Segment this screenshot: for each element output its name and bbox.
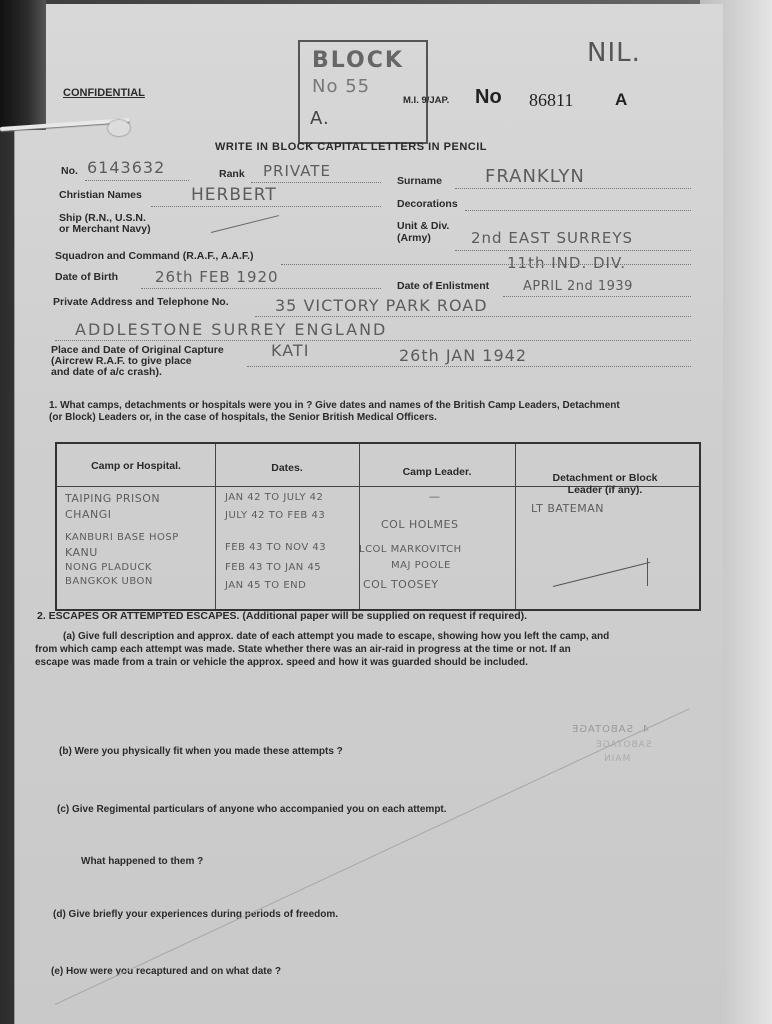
unit-value: 2nd EAST SURREYS: [471, 229, 634, 247]
dob-label: Date of Birth: [55, 271, 118, 283]
question-2b: (b) Were you physically fit when you made these attempts ?: [59, 746, 343, 757]
table-cell-leader: COL HOLMES: [381, 518, 459, 531]
bleed-through-text: MAIN: [603, 754, 631, 764]
binder-clip: [0, 0, 46, 130]
table-cell-dates: FEB 43 TO NOV 43: [225, 542, 327, 553]
service-number: 6143632: [87, 158, 166, 177]
surname-value: FRANKLYN: [485, 166, 585, 187]
bleed-through-text: 4. SABOTAGE: [571, 724, 649, 735]
table-cell-leader: —: [429, 490, 441, 503]
form-number: 86811: [529, 90, 574, 110]
mi-reference: M.I. 9/JAP.: [403, 95, 450, 106]
table-header-dates: Dates.: [271, 462, 303, 474]
capture-label-1: Place and Date of Original Capture: [51, 344, 224, 356]
question-2a-line-1: (a) Give full description and approx. date of each attempt you made to escape, showing how you left the camp, and: [63, 631, 610, 642]
decorations-label: Decorations: [397, 198, 458, 210]
confidential-label: CONFIDENTIAL: [63, 87, 145, 99]
division-value: 11th IND. DIV.: [507, 254, 627, 272]
bleed-through-text: SABOTAGE: [595, 740, 652, 750]
squadron-line: [281, 264, 691, 265]
service-number-line: [85, 180, 189, 181]
table-header-camp: Camp or Hospital.: [91, 460, 181, 472]
question-2c-followup: What happened to them ?: [81, 856, 204, 867]
capture-place: KATI: [271, 341, 310, 360]
stamp-number: No 55: [312, 76, 371, 97]
address-line-1: [255, 316, 691, 317]
table-strike-mark-vertical: [647, 558, 648, 586]
question-2e: (e) How were you recaptured and on what date ?: [51, 966, 282, 977]
table-cell-leader: MAJ POOLE: [391, 560, 451, 571]
address-value-2: ADDLESTONE SURREY ENGLAND: [75, 320, 388, 339]
table-cell-dates: JAN 42 TO JULY 42: [225, 492, 324, 503]
table-strike-mark: [553, 562, 650, 587]
christian-names-line: [151, 206, 381, 207]
table-header-leader: Camp Leader.: [402, 466, 472, 478]
unit-line: [455, 250, 691, 251]
table-cell-camp: KANU: [65, 546, 98, 559]
christian-names-value: HERBERT: [191, 185, 277, 205]
question-2-title: 2. ESCAPES OR ATTEMPTED ESCAPES. (Additional paper will be supplied on request if required).: [37, 610, 528, 622]
table-cell-camp: NONG PLADUCK: [65, 562, 152, 573]
table-cell-dates: FEB 43 TO JAN 45: [225, 562, 322, 573]
form-letter: A: [615, 90, 628, 109]
block-stamp: [298, 40, 428, 144]
capture-date: 26th JAN 1942: [399, 346, 528, 365]
unit-label-2: (Army): [397, 232, 431, 244]
question-1-line-2: (or Block) Leaders or, in the case of hospitals, the Senior British Medical Officers.: [49, 412, 437, 423]
string-knot: [108, 120, 130, 136]
question-2a-line-3: escape was made from a train or vehicle the approx. speed and how it was guarded should be included.: [35, 657, 528, 668]
address-value-1: 35 VICTORY PARK ROAD: [275, 296, 488, 315]
table-cell-dates: JAN 45 TO END: [225, 580, 307, 591]
question-2d: (d) Give briefly your experiences during periods of freedom.: [53, 909, 339, 920]
table-cell-dates: JULY 42 TO FEB 43: [225, 510, 326, 521]
decorations-line: [465, 210, 691, 211]
table-cell-camp: TAIPING PRISON: [65, 492, 161, 505]
rank-value: PRIVATE: [263, 162, 331, 180]
table-header-detachment: Detachment or Block Leader (if any).: [552, 472, 658, 496]
address-line-2: [55, 340, 691, 341]
capture-label-2: (Aircrew R.A.F. to give place: [51, 355, 192, 367]
ship-label-2: or Merchant Navy): [59, 223, 151, 235]
table-cell-detachment: LT BATEMAN: [531, 502, 604, 515]
question-1-line-1: 1. What camps, detachments or hospitals were you in ? Give dates and names of the British Camp Leaders, Detachment: [49, 400, 620, 411]
enlistment-line: [503, 296, 691, 297]
squadron-label: Squadron and Command (R.A.F., A.A.F.): [55, 250, 254, 262]
table-col-divider: [515, 444, 516, 609]
ship-strike-mark: [211, 215, 279, 233]
question-2c: (c) Give Regimental particulars of anyone who accompanied you on each attempt.: [57, 804, 447, 815]
form-no-label: No: [475, 86, 502, 108]
rank-label: Rank: [219, 168, 245, 180]
document-page: [14, 4, 723, 1024]
table-cell-leader: COL TOOSEY: [363, 578, 439, 591]
nil-annotation: NIL.: [587, 38, 641, 68]
table-cell-leader: LCOL MARKOVITCH: [359, 544, 462, 555]
capture-line: [247, 366, 691, 367]
no-label: No.: [61, 165, 78, 177]
block-capitals-instruction: WRITE IN BLOCK CAPITAL LETTERS IN PENCIL: [215, 141, 487, 153]
table-cell-camp: BANGKOK UBON: [65, 576, 153, 587]
christian-names-label: Christian Names: [59, 189, 142, 201]
table-cell-camp: CHANGI: [65, 508, 112, 521]
surname-line: [455, 188, 691, 189]
dob-line: [141, 288, 381, 289]
rank-line: [251, 182, 381, 183]
dob-value: 26th FEB 1920: [155, 268, 279, 286]
unit-label-1: Unit & Div.: [397, 220, 450, 232]
table-cell-camp: KANBURI BASE HOSP: [65, 532, 179, 543]
ship-label-1: Ship (R.N., U.S.N.: [59, 212, 146, 224]
capture-label-3: and date of a/c crash).: [51, 366, 162, 378]
surname-label: Surname: [397, 175, 442, 187]
stamp-letter: A.: [310, 108, 330, 129]
stamp-block-text: BLOCK: [312, 48, 404, 73]
address-label: Private Address and Telephone No.: [53, 296, 229, 308]
question-2a-line-2: from which camp each attempt was made. State whether there was an air-raid in progress at the time or not. If an: [35, 644, 571, 655]
enlistment-label: Date of Enlistment: [397, 280, 490, 292]
camps-table: [55, 442, 701, 611]
enlistment-value: APRIL 2nd 1939: [523, 279, 633, 294]
